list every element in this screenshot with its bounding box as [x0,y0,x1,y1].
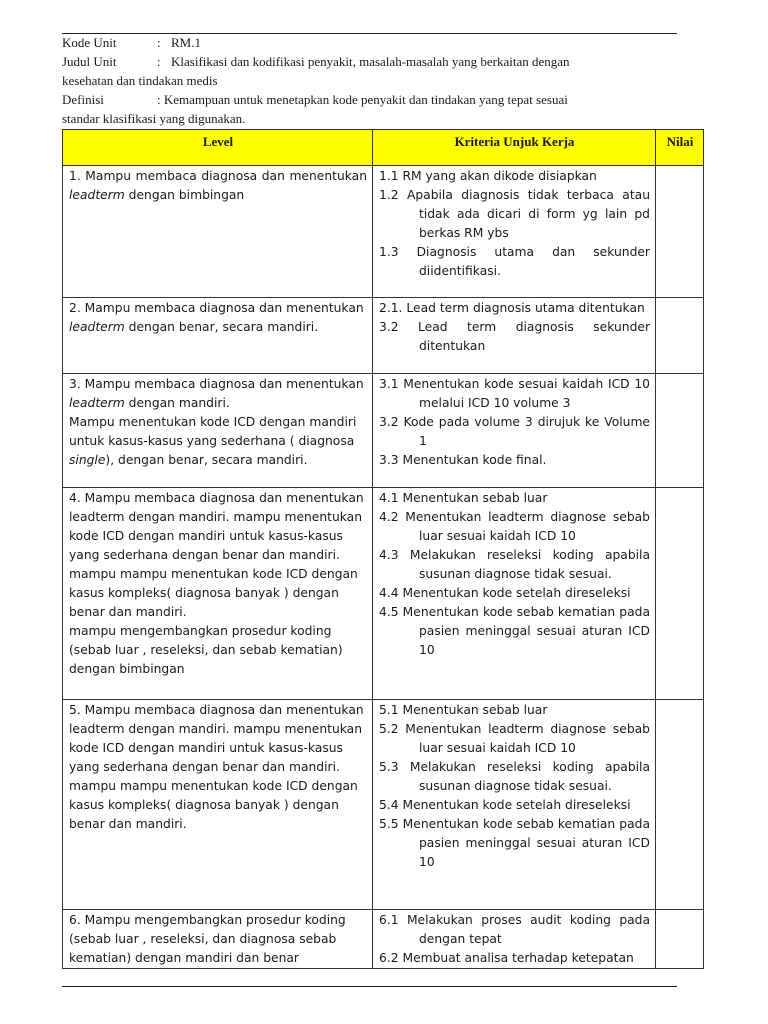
nilai-cell[interactable] [656,488,704,700]
definisi-value-cont: standar klasifikasi yang digunakan. [62,111,246,126]
criteria-cell [373,374,656,488]
criteria-item: 5.4 Menentukan kode setelah direseleksi [379,798,631,812]
criteria-item: 4.3 Melakukan reseleksi koding apabila susunan diagnose tidak sesuai. [379,548,650,581]
criteria-item: 1.2 Apabila diagnosis tidak terbaca atau tidak ada dicari di form yg lain pd berkas RM ybs [379,188,650,240]
table-row [63,700,704,910]
kode-unit-label: Kode Unit [62,35,117,50]
table-row [63,374,704,488]
criteria-item: 3.3 Menentukan kode final. [379,453,547,467]
level-cell [63,910,373,969]
nilai-cell[interactable] [656,166,704,298]
nilai-cell[interactable] [656,374,704,488]
level-text: 4. Mampu membaca diagnosa dan menentukan leadterm dengan mandiri. mampu menentukan kode ICD dengan mandiri untuk kasus-kasus yang sederhana dengan benar dan mandiri. [69,491,364,562]
kode-unit-row [62,33,652,52]
definisi-value: : Kemampuan untuk menetapkan kode penyakit dan tindakan yang tepat sesuai [157,92,568,107]
definisi-row [62,90,652,109]
competency-table [62,129,704,969]
criteria-cell [373,488,656,700]
criteria-item: 5.1 Menentukan sebab luar [379,703,548,717]
level-text: mampu mengembangkan prosedur koding (sebab luar , reseleksi, dan sebab kematian) dengan bimbingan [69,624,343,676]
level-text: mampu mampu menentukan kode ICD dengan kasus kompleks( diagnosa banyak ) dengan benar dan mandiri. [69,779,358,831]
table-header-row [63,130,704,166]
criteria-item: 1.3 Diagnosis utama dan sekunder diidentifikasi. [379,245,650,278]
table-row [63,488,704,700]
level-text: 1. Mampu membaca diagnosa dan menentukan leadterm dengan bimbingan [69,169,367,202]
judul-unit-row [62,52,652,71]
level-cell [63,374,373,488]
level-text: 5. Mampu membaca diagnosa dan menentukan leadterm dengan mandiri. mampu menentukan kode ICD dengan mandiri untuk kasus-kasus yang sederhana dengan benar dan mandiri. [69,703,364,774]
col-header-nilai: Nilai [656,130,704,166]
criteria-item: 4.5 Menentukan kode sebab kematian pada pasien meninggal sesuai aturan ICD 10 [379,605,650,657]
level-cell [63,298,373,374]
level-text: 6. Mampu mengembangkan prosedur koding (sebab luar , reseleksi, dan diagnosa sebab kematian) dengan mandiri dan benar [69,913,346,965]
criteria-item: 4.1 Menentukan sebab luar [379,491,548,505]
criteria-item: 5.2 Menentukan leadterm diagnose sebab luar sesuai kaidah ICD 10 [379,722,650,755]
criteria-cell [373,166,656,298]
col-header-level: Level [63,130,373,166]
table-row [63,166,704,298]
criteria-item: 3.1 Menentukan kode sesuai kaidah ICD 10 melalui ICD 10 volume 3 [379,377,650,410]
nilai-cell[interactable] [656,298,704,374]
judul-unit-colon: : [157,54,161,69]
table-row [63,298,704,374]
criteria-item: 4.4 Menentukan kode setelah direseleksi [379,586,631,600]
criteria-item: 6.1 Melakukan proses audit koding pada dengan tepat [379,913,650,946]
criteria-cell [373,298,656,374]
level-cell [63,488,373,700]
kode-unit-value: RM.1 [171,35,201,50]
criteria-cell [373,910,656,969]
criteria-item: 2.1. Lead term diagnosis utama ditentukan [379,301,645,315]
bottom-rule [62,986,677,987]
criteria-item: 6.2 Membuat analisa terhadap ketepatan [379,951,634,965]
criteria-item: 5.5 Menentukan kode sebab kematian pada pasien meninggal sesuai aturan ICD 10 [379,817,650,869]
nilai-cell[interactable] [656,700,704,910]
col-header-kriteria: Kriteria Unjuk Kerja [373,130,656,166]
judul-unit-value-cont: kesehatan dan tindakan medis [62,73,218,88]
definisi-label: Definisi [62,92,104,107]
judul-unit-label: Judul Unit [62,54,117,69]
level-text: mampu mampu menentukan kode ICD dengan kasus kompleks( diagnosa banyak ) dengan benar dan mandiri. [69,567,358,619]
level-text: Mampu menentukan kode ICD dengan mandiri untuk kasus-kasus yang sederhana ( diagnosa single), dengan benar, secara mandiri. [69,415,357,467]
level-text: 3. Mampu membaca diagnosa dan menentukan leadterm dengan mandiri. [69,377,364,410]
criteria-item: 3.2 Kode pada volume 3 dirujuk ke Volume 1 [379,415,650,448]
level-cell [63,166,373,298]
kode-unit-colon: : [157,35,161,50]
nilai-cell[interactable] [656,910,704,969]
judul-unit-value: Klasifikasi dan kodifikasi penyakit, masalah-masalah yang berkaitan dengan [171,54,570,69]
level-text: 2. Mampu membaca diagnosa dan menentukan leadterm dengan benar, secara mandiri. [69,301,364,334]
unit-header [62,33,652,128]
table-row [63,910,704,969]
level-cell [63,700,373,910]
criteria-item: 4.2 Menentukan leadterm diagnose sebab luar sesuai kaidah ICD 10 [379,510,650,543]
criteria-item: 1.1 RM yang akan dikode disiapkan [379,169,597,183]
criteria-cell [373,700,656,910]
criteria-item: 3.2 Lead term diagnosis sekunder ditentukan [379,320,650,353]
criteria-item: 5.3 Melakukan reseleksi koding apabila susunan diagnose tidak sesuai. [379,760,650,793]
